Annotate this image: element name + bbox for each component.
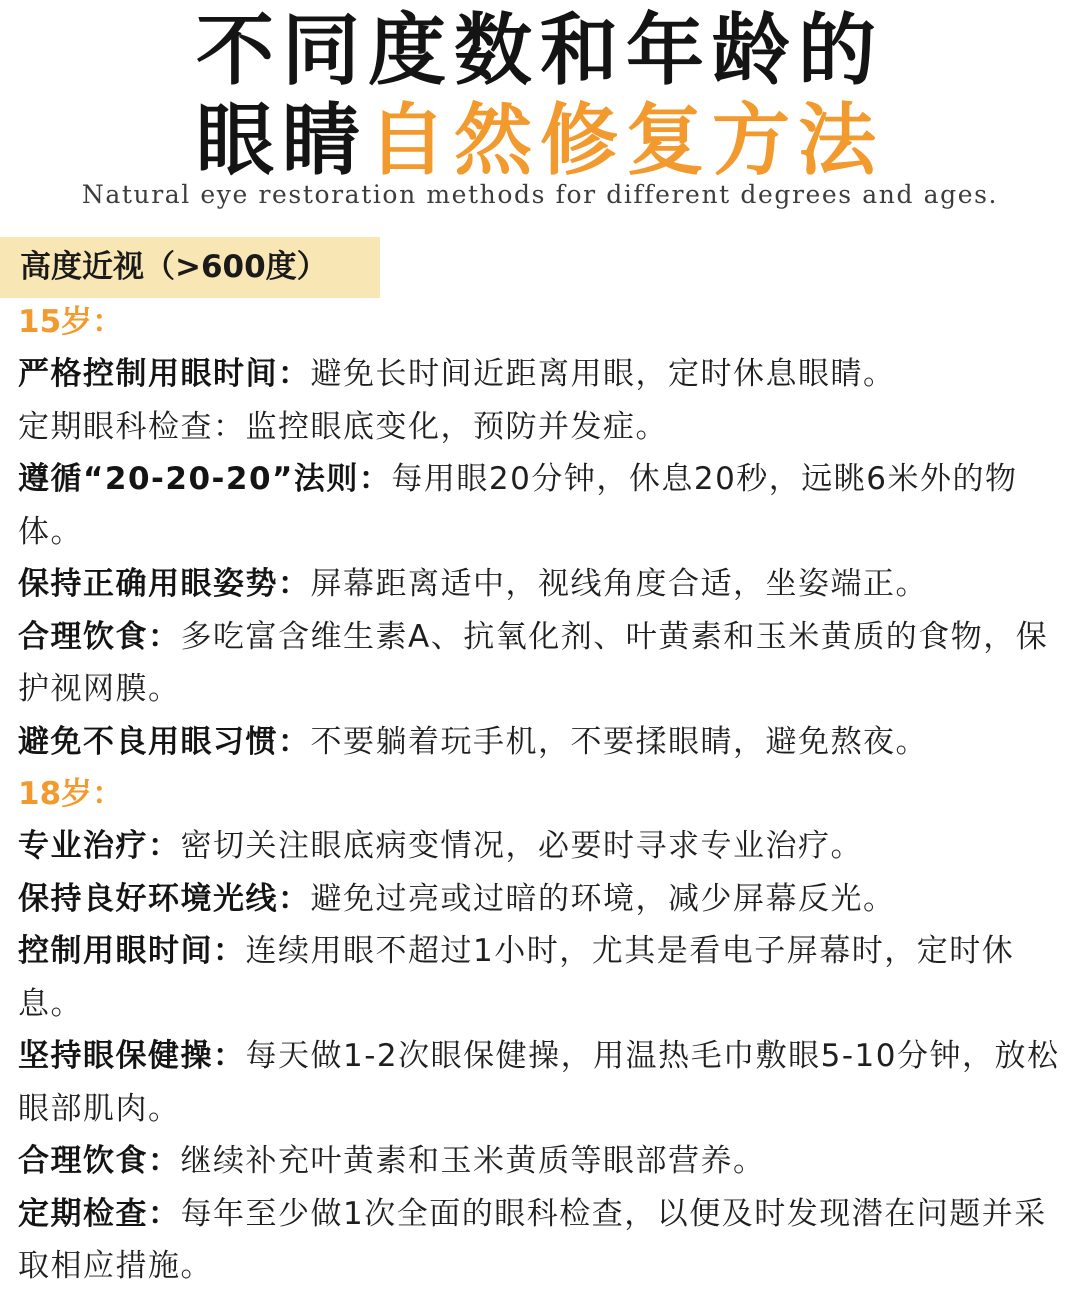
tip-text: 避免过亮或过暗的环境，减少屏幕反光。: [310, 880, 896, 917]
age-heading: 18岁：: [18, 776, 124, 812]
page-title-line-2: [0, 96, 1080, 186]
tip-text: 定期眼科检查：监控眼底变化，预防并发症。: [18, 408, 668, 445]
tip-item: [18, 453, 1062, 558]
section-badge-high-myopia: 高度近视（>600度）: [0, 237, 380, 298]
content-body: [18, 296, 1062, 1293]
tip-text: 连续用眼不超过1小时，尤其是看电子屏幕时，定时休息。: [18, 933, 1015, 1022]
tip-label: 遵循“20-20-20”法则：: [18, 461, 392, 497]
tip-item: [18, 558, 1062, 611]
tip-label: 避免不良用眼习惯：: [18, 723, 311, 760]
tip-item: [18, 820, 1062, 873]
tip-label: 合理饮食：: [18, 618, 181, 655]
tip-item: [18, 348, 1062, 401]
tip-label: 坚持眼保健操：: [18, 1038, 246, 1074]
age-group-15: [18, 296, 1062, 768]
tip-label: 保持良好环境光线：: [18, 880, 311, 917]
tip-item: [18, 1135, 1062, 1188]
age-heading: 15岁：: [18, 304, 124, 340]
tip-label: 严格控制用眼时间：: [18, 356, 311, 392]
page-title-line-1: 不同度数和年龄的: [195, 6, 884, 96]
tip-label: 保持正确用眼姿势：: [18, 566, 311, 602]
tip-label: 合理饮食：: [18, 1143, 181, 1179]
tip-text: 不要躺着玩手机，不要揉眼睛，避免熬夜。: [310, 723, 928, 760]
tip-item: [18, 925, 1062, 1030]
tip-item: [18, 716, 1062, 769]
tip-text: 多吃富含维生素A、抗氧化剂、叶黄素和玉米黄质的食物，保护视网膜。: [18, 618, 1049, 707]
tip-label: 定期检查：: [18, 1195, 181, 1232]
tip-item: [18, 611, 1062, 716]
tip-text: 每天做1-2次眼保健操，用温热毛巾敷眼5-10分钟，放松眼部肌肉。: [18, 1038, 1060, 1127]
tip-text: 每用眼20分钟，休息20秒，远眺6米外的物体。: [18, 461, 1018, 550]
tip-text: 避免长时间近距离用眼，定时休息眼睛。: [310, 356, 896, 392]
title-highlight-black: 眼睛: [195, 96, 368, 186]
age-group-18: [18, 768, 1062, 1293]
tip-label: 控制用眼时间：: [18, 933, 246, 969]
tip-text: 屏幕距离适中，视线角度合适，坐姿端正。: [310, 566, 928, 602]
tip-text: 继续补充叶黄素和玉米黄质等眼部营养。: [180, 1143, 766, 1179]
tip-label: 专业治疗：: [18, 828, 181, 864]
tip-item: [18, 1188, 1062, 1293]
title-highlight-orange: 自然修复方法: [368, 96, 885, 186]
tip-item: [18, 401, 1062, 454]
tip-text: 每年至少做1次全面的眼科检查，以便及时发现潜在问题并采取相应措施。: [18, 1195, 1047, 1284]
tip-item: [18, 1030, 1062, 1135]
tip-item: [18, 873, 1062, 926]
tip-text: 密切关注眼底病变情况，必要时寻求专业治疗。: [180, 828, 863, 864]
page-subtitle: Natural eye restoration methods for different degrees and ages.: [81, 180, 999, 209]
